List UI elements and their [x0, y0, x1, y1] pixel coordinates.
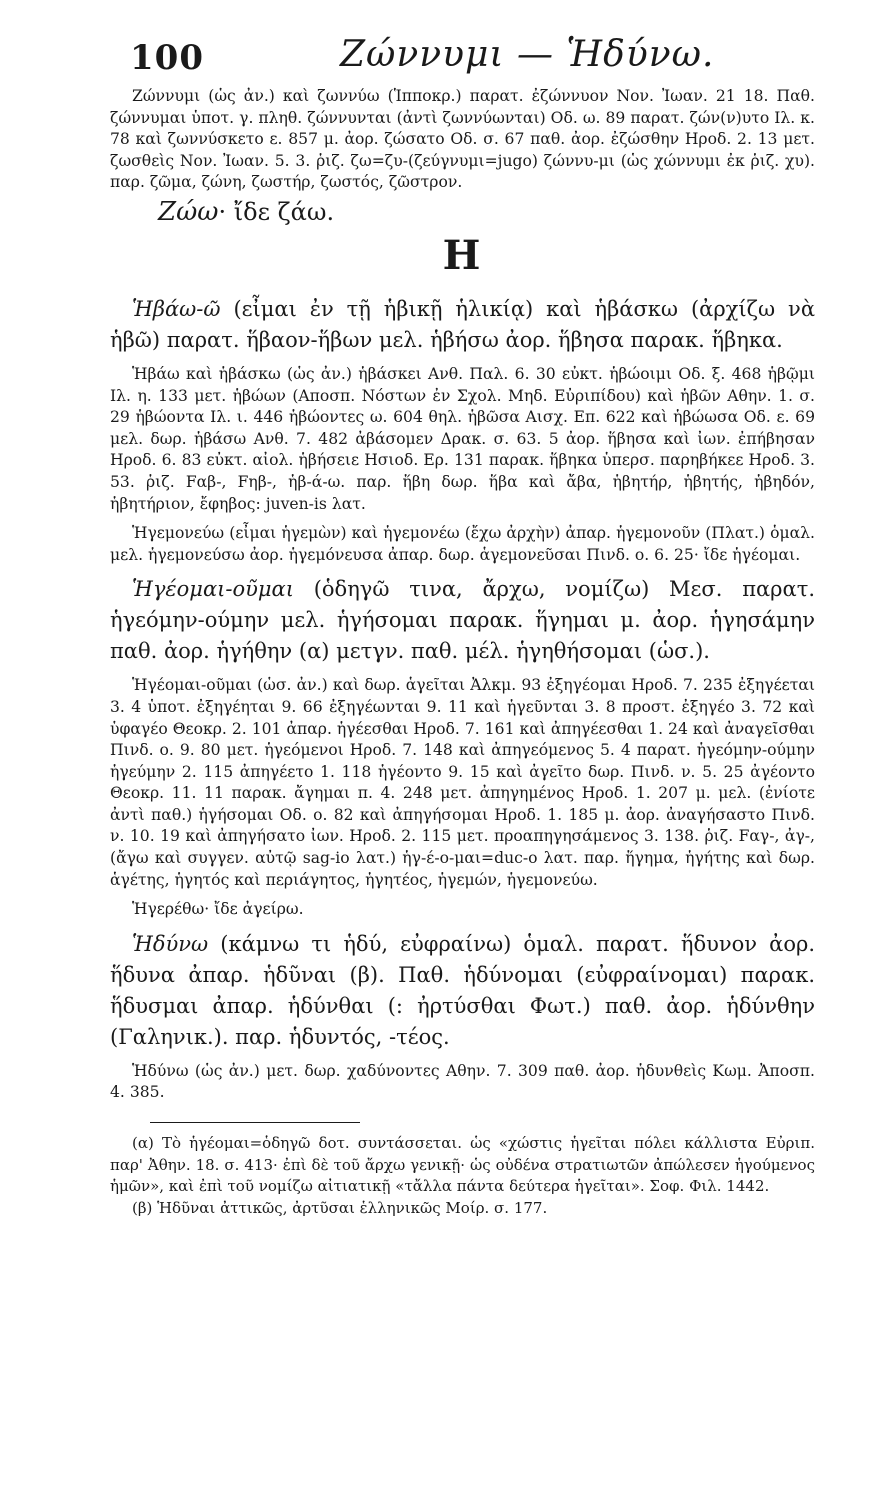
- entry-hbao-gloss: [110, 294, 815, 356]
- entry-zoo: Ζώω· ἴδε ζάω.: [158, 196, 335, 227]
- footnote-divider: [150, 1122, 360, 1123]
- hedyno-headword: Ἡδύνω: [132, 931, 209, 956]
- hbao-gloss-text: (εἶμαι ἐν τῇ ἡβικῇ ἡλικίᾳ) καὶ ἡβάσκω (ἀρχίζω νὰ ἡβῶ) παρατ. ἥβαον-ἥβων μελ. ἡβήσω ἀορ. ἥβησα παρακ. ἥβηκα.: [110, 296, 815, 352]
- zoo-headword: Ζώω: [158, 196, 219, 227]
- entry-hegemoneuo: Ἡγεμονεύω (εἶμαι ἡγεμὼν) καὶ ἡγεμονέω (ἔχω ἀρχὴν) ἀπαρ. ἡγεμονοῦν (Πλατ.) ὁμαλ. μελ. ἡγεμονεύσω ἀορ. ἡγεμόνευσα ἀπαρ. δωρ. ἁγεμονεῦσαι Πινδ. ο. 6. 25· ἴδε ἡγέομαι.: [110, 524, 815, 564]
- running-title: Ζώννυμι — Ἡδύνω.: [340, 34, 715, 75]
- entry-hbao-details: Ἡβάω καὶ ἡβάσκω (ὡς ἀν.) ἡβάσκει Ανθ. Παλ. 6. 30 εὐκτ. ἡβώοιμι Οδ. ξ. 468 ἡβῷμι Ιλ. η. 133 μετ. ἡβώων (Αποσπ. Νόστων ἐν Σχολ. Μηδ. Εὐριπίδου) καὶ ἡβῶν Αθην. 1. σ. 29 ἡβώοντα Ιλ. ι. 446 ἡβώοντες ω. 604 θηλ. ἡβῶσα Αισχ. Επ. 622 καὶ ἡβώωσα Οδ. ε. 69 μελ. δωρ. ἡβάσω Ανθ. 7. 482 ἀβάσομεν Δρακ. σ. 63. 5 ἀορ. ἥβησα καὶ ἰων. ἐπήβησαν Ηροδ. 6. 83 εὐκτ. αἰολ. ἡβήσειε Ησιοδ. Ερ. 131 παρακ. ἥβηκα ὑπερσ. παρηβήκεε Ηροδ. 3. 53. ῥιζ. Fαβ-, Fηβ-, ἡβ-ά-ω. παρ. ἥβη δωρ. ἥβα καὶ ἄβα, ἡβητήρ, ἡβητής, ἡβηδόν, ἡβητήριον, ἔφηβος: juven-is λατ.: [110, 364, 815, 513]
- entry-zonnymi: Ζώννυμι (ὡς ἀν.) καὶ ζωννύω (Ἱπποκρ.) παρατ. ἐζώννυον Νον. Ἰωαν. 21 18. Παθ. ζώννυμαι ὑποτ. γ. πληθ. ζώννυνται (ἀντὶ ζωννύωνται) Οδ. ω. 89 παρατ. ζών(ν)υτο Ιλ. κ. 78 καὶ ζωννύσκετο ε. 857 μ. ἀορ. ζώσατο Οδ. σ. 67 παθ. ἀορ. ἐζώσθην Ηροδ. 2. 13 μετ. ζωσθεὶς Νον. Ἰωαν. 5. 3. ῥιζ. ζω=ζυ-(ζεύγνυμι=jugo) ζώννυ-μι (ὡς χώννυμι ἐκ ῥιζ. χυ). παρ. ζῶμα, ζώνη, ζωστήρ, ζωστός, ζῶστρον.: [110, 87, 815, 192]
- hegeomai-headword: Ἡγέομαι-οῦμαι: [132, 577, 294, 602]
- entry-hedyno-details: Ἡδύνω (ὡς ἀν.) μετ. δωρ. χαδύνοντες Αθην. 7. 309 παθ. ἀορ. ἡδυνθεὶς Κωμ. Ἀποσπ. 4. 385.: [110, 1061, 815, 1102]
- hedyno-gloss-text: (κάμνω τι ἡδύ, εὐφραίνω) ὁμαλ. παρατ. ἥδυνον ἀορ. ἥδυνα ἀπαρ. ἡδῦναι (β). Παθ. ἡδύνομαι (εὐφραίνομαι) παρακ. ἥδυσμαι ἀπαρ. ἡδύνθαι (: ἠρτύσθαι Φωτ.) παθ. ἀορ. ἡδύνθην (Γαληνικ.). παρ. ἡδυντός, -τέος.: [110, 931, 815, 1049]
- entry-hegeomai-details: Ἡγέομαι-οῦμαι (ὡσ. ἀν.) καὶ δωρ. ἁγεῖται Ἀλκμ. 93 ἐξηγέομαι Ηροδ. 7. 235 ἐξηγέεται 3. 4 ὑποτ. ἐξηγέηται 9. 66 ἐξηγέωνται 9. 11 καὶ ἡγεῦνται 3. 8 προστ. ἐξηγέο 3. 72 καὶ ὑφαγέο Θεοκρ. 2. 101 ἀπαρ. ἡγέεσθαι Ηροδ. 7. 161 καὶ ἀπηγέεσθαι 1. 24 καὶ ἀναγεῖσθαι Πινδ. ο. 9. 80 μετ. ἡγεόμενοι Ηροδ. 7. 148 καὶ ἀπηγεόμενος 5. 4 παρατ. ἡγεόμην-ούμην ἡγεύμην 2. 115 ἀπηγέετο 1. 118 ἡγέοντο 9. 15 καὶ ἀγεῖτο δωρ. Πινδ. ν. 5. 25 ἀγέοντο Θεοκρ. 11. 11 παρακ. ἄγημαι π. 4. 248 μετ. ἀπηγημένος Ηροδ. 1. 207 μ. μελ. (ἐνίοτε ἀντὶ παθ.) ἡγήσομαι Οδ. ο. 82 καὶ ἀπηγήσομαι Ηροδ. 1. 185 μ. ἀορ. ἀναγήσαστο Πινδ. ν. 10. 19 καὶ ἀπηγήσατο ἰων. Ηροδ. 2. 115 μετ. προαπηγησάμενος 3. 138. ῥιζ. Fαγ-, ἀγ-, (ἄγω καὶ συγγεν. αὐτῷ sag-io λατ.) ἡγ-έ-ο-μαι=duc-o λατ. παρ. ἥγημα, ἡγήτης καὶ δωρ. ἁγέτης, ἡγητός καὶ περιάγητος, ἡγητέος, ἡγεμών, ἡγεμονεύω.: [110, 676, 815, 889]
- entry-hegeretho: Ἡγερέθω· ἴδε ἀγείρω.: [132, 900, 304, 919]
- hbao-headword: Ἡβάω-ῶ: [132, 296, 221, 321]
- page-number: 100: [130, 38, 204, 78]
- page-header: [110, 28, 815, 86]
- section-letter: Η: [442, 231, 483, 279]
- footnote-b: (β) Ἡδῦναι ἀττικῶς, ἀρτῦσαι ἑλληνικῶς Μοίρ. σ. 177.: [132, 1198, 548, 1217]
- entry-hegeomai-gloss: [110, 574, 815, 667]
- hegeomai-gloss-text: (ὁδηγῶ τινα, ἄρχω, νομίζω) Μεσ. παρατ. ἡγεόμην-ούμην μελ. ἡγήσομαι παρακ. ἥγημαι μ. ἀορ. ἡγησάμην παθ. ἀορ. ἡγήθην (α) μετγν. παθ. μέλ. ἡγηθήσομαι (ὡσ.).: [110, 577, 815, 664]
- zoo-crossref: ἴδε ζάω.: [233, 197, 335, 226]
- footnote-a: (α) Τὸ ἡγέομαι=ὁδηγῶ δοτ. συντάσσεται. ὡς «χώστις ἡγεῖται πόλει κάλλιστα Εὐριπ. παρ' Ἀθην. 18. σ. 413· ἐπὶ δὲ τοῦ ἄρχω γενικῇ· ὡς οὐδένα στρατιωτῶν ἀπώλεσεν ἡγούμενος ἡμῶν», καὶ ἐπὶ τοῦ νομίζω αἰτιατικῇ «τἄλλα πάντα δεύτερα ἡγεῖται». Σοφ. Φιλ. 1442.: [110, 1134, 815, 1196]
- entry-hedyno-gloss: [110, 929, 815, 1053]
